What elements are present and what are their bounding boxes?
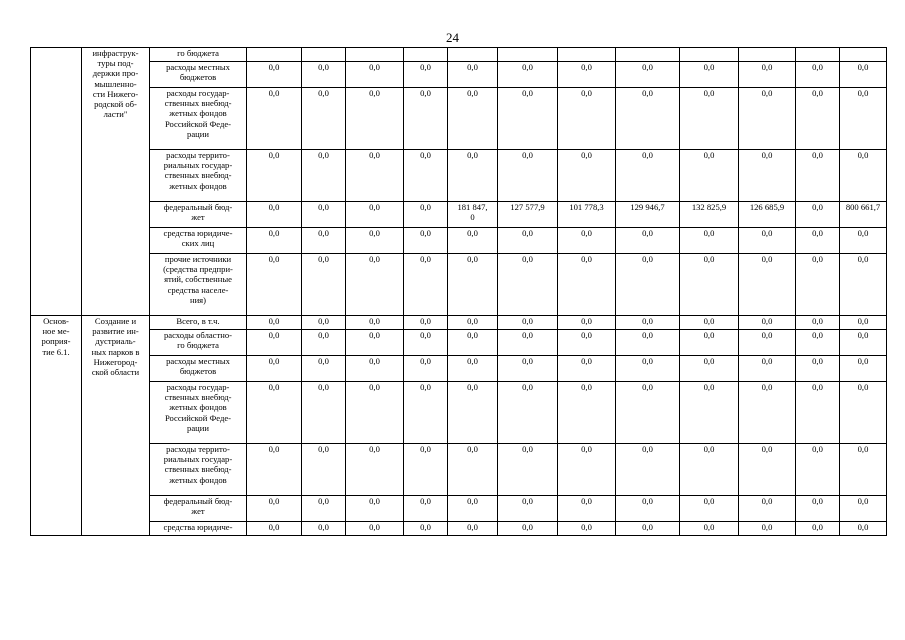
value-cell: 0,0 — [840, 330, 887, 356]
value-cell: 0,0 — [680, 444, 739, 496]
value-cell: 0,0 — [302, 330, 346, 356]
value-cell — [247, 48, 302, 62]
value-cell: 0,0 — [302, 382, 346, 444]
value-cell: 0,0 — [558, 150, 616, 202]
value-cell: 0,0 — [302, 444, 346, 496]
value-cell: 0,0 — [680, 62, 739, 88]
value-cell: 0,0 — [739, 522, 796, 536]
funding-source-cell: расходы местных бюджетов — [150, 356, 247, 382]
value-cell: 0,0 — [448, 356, 498, 382]
value-cell: 0,0 — [346, 522, 404, 536]
value-cell: 0,0 — [448, 316, 498, 330]
value-cell: 0,0 — [448, 150, 498, 202]
value-cell: 0,0 — [247, 444, 302, 496]
value-cell: 126 685,9 — [739, 202, 796, 228]
value-cell: 0,0 — [346, 62, 404, 88]
table-row — [31, 382, 887, 444]
table-row — [31, 62, 887, 88]
value-cell: 181 847, 0 — [448, 202, 498, 228]
value-cell: 0,0 — [448, 444, 498, 496]
value-cell: 0,0 — [346, 88, 404, 150]
value-cell: 0,0 — [346, 254, 404, 316]
value-cell: 0,0 — [558, 496, 616, 522]
value-cell: 0,0 — [302, 254, 346, 316]
value-cell: 0,0 — [346, 316, 404, 330]
value-cell: 0,0 — [796, 496, 840, 522]
value-cell: 0,0 — [616, 382, 680, 444]
value-cell: 0,0 — [616, 228, 680, 254]
value-cell: 0,0 — [404, 62, 448, 88]
value-cell: 0,0 — [796, 202, 840, 228]
value-cell: 0,0 — [498, 316, 558, 330]
value-cell: 0,0 — [796, 444, 840, 496]
value-cell: 0,0 — [498, 356, 558, 382]
value-cell: 0,0 — [247, 382, 302, 444]
value-cell: 0,0 — [404, 316, 448, 330]
value-cell — [448, 48, 498, 62]
value-cell — [498, 48, 558, 62]
value-cell: 0,0 — [739, 330, 796, 356]
table-row — [31, 48, 887, 62]
value-cell: 0,0 — [302, 522, 346, 536]
value-cell: 0,0 — [796, 356, 840, 382]
value-cell: 0,0 — [840, 444, 887, 496]
value-cell: 0,0 — [680, 382, 739, 444]
value-cell: 0,0 — [404, 228, 448, 254]
table-row — [31, 444, 887, 496]
value-cell: 132 825,9 — [680, 202, 739, 228]
value-cell: 0,0 — [739, 150, 796, 202]
value-cell: 0,0 — [404, 150, 448, 202]
activity-code-cell — [31, 48, 82, 316]
value-cell — [840, 48, 887, 62]
value-cell: 0,0 — [616, 62, 680, 88]
value-cell: 0,0 — [616, 88, 680, 150]
value-cell: 0,0 — [840, 62, 887, 88]
value-cell: 0,0 — [302, 62, 346, 88]
value-cell: 0,0 — [796, 62, 840, 88]
value-cell: 0,0 — [346, 444, 404, 496]
funding-source-cell: расходы государ- ственных внебюд- жетных фондов Российской Феде- рации — [150, 382, 247, 444]
value-cell: 0,0 — [448, 522, 498, 536]
value-cell: 0,0 — [247, 316, 302, 330]
funding-source-cell: средства юридиче- — [150, 522, 247, 536]
budget-table — [30, 47, 887, 536]
value-cell: 0,0 — [247, 202, 302, 228]
activity-name-cell: инфраструк- туры под- держки про- мышленно- сти Нижего- родской об- ласти" — [82, 48, 150, 316]
value-cell: 0,0 — [796, 88, 840, 150]
value-cell: 0,0 — [498, 150, 558, 202]
value-cell: 0,0 — [616, 444, 680, 496]
value-cell: 0,0 — [346, 382, 404, 444]
value-cell: 0,0 — [840, 496, 887, 522]
value-cell: 0,0 — [247, 522, 302, 536]
value-cell: 0,0 — [680, 88, 739, 150]
activity-name-cell: Создание и развитие ин- дустриаль- ных парков в Нижегород- ской области — [82, 316, 150, 536]
value-cell: 0,0 — [448, 496, 498, 522]
value-cell: 0,0 — [498, 88, 558, 150]
value-cell: 0,0 — [558, 330, 616, 356]
value-cell: 0,0 — [739, 62, 796, 88]
value-cell: 0,0 — [739, 444, 796, 496]
funding-source-cell: прочие источники (средства предпри- ятий, собственные средства населе- ния) — [150, 254, 247, 316]
value-cell: 0,0 — [616, 254, 680, 316]
value-cell: 0,0 — [680, 496, 739, 522]
value-cell: 0,0 — [796, 150, 840, 202]
value-cell: 0,0 — [680, 356, 739, 382]
value-cell: 0,0 — [498, 254, 558, 316]
value-cell: 0,0 — [404, 382, 448, 444]
table-row — [31, 496, 887, 522]
value-cell: 0,0 — [498, 62, 558, 88]
value-cell: 0,0 — [616, 496, 680, 522]
value-cell: 0,0 — [346, 496, 404, 522]
funding-source-cell: Всего, в т.ч. — [150, 316, 247, 330]
value-cell: 0,0 — [302, 316, 346, 330]
value-cell: 0,0 — [558, 62, 616, 88]
value-cell: 800 661,7 — [840, 202, 887, 228]
table-row — [31, 254, 887, 316]
value-cell: 0,0 — [247, 254, 302, 316]
value-cell: 0,0 — [616, 356, 680, 382]
table-row — [31, 202, 887, 228]
funding-source-cell: расходы государ- ственных внебюд- жетных фондов Российской Феде- рации — [150, 88, 247, 150]
value-cell: 0,0 — [404, 356, 448, 382]
value-cell — [796, 48, 840, 62]
value-cell: 0,0 — [558, 254, 616, 316]
value-cell: 0,0 — [498, 228, 558, 254]
value-cell: 0,0 — [558, 444, 616, 496]
value-cell: 0,0 — [448, 62, 498, 88]
value-cell: 0,0 — [346, 228, 404, 254]
value-cell: 0,0 — [739, 254, 796, 316]
value-cell — [346, 48, 404, 62]
value-cell — [739, 48, 796, 62]
value-cell: 0,0 — [448, 382, 498, 444]
value-cell: 0,0 — [558, 382, 616, 444]
value-cell: 0,0 — [498, 330, 558, 356]
value-cell: 0,0 — [840, 382, 887, 444]
value-cell: 0,0 — [404, 202, 448, 228]
value-cell: 0,0 — [840, 316, 887, 330]
value-cell: 0,0 — [302, 202, 346, 228]
value-cell: 0,0 — [796, 316, 840, 330]
value-cell: 0,0 — [448, 254, 498, 316]
value-cell: 0,0 — [840, 254, 887, 316]
value-cell: 0,0 — [616, 522, 680, 536]
value-cell — [558, 48, 616, 62]
value-cell: 0,0 — [680, 254, 739, 316]
value-cell — [680, 48, 739, 62]
table-row — [31, 88, 887, 150]
funding-source-cell: федеральный бюд- жет — [150, 496, 247, 522]
activity-code-cell: Основ- ное ме- роприя- тие 6.1. — [31, 316, 82, 536]
value-cell: 0,0 — [302, 150, 346, 202]
value-cell: 0,0 — [840, 150, 887, 202]
value-cell: 0,0 — [840, 228, 887, 254]
funding-source-cell: расходы террито- риальных государ- ственных внебюд- жетных фондов — [150, 444, 247, 496]
value-cell: 0,0 — [247, 88, 302, 150]
value-cell: 0,0 — [247, 150, 302, 202]
value-cell: 0,0 — [558, 88, 616, 150]
value-cell: 0,0 — [346, 150, 404, 202]
value-cell: 0,0 — [247, 496, 302, 522]
value-cell: 0,0 — [796, 330, 840, 356]
value-cell: 0,0 — [404, 496, 448, 522]
value-cell: 0,0 — [558, 228, 616, 254]
funding-source-cell: расходы областно- го бюджета — [150, 330, 247, 356]
value-cell: 0,0 — [840, 522, 887, 536]
value-cell: 0,0 — [404, 88, 448, 150]
funding-source-cell: го бюджета — [150, 48, 247, 62]
value-cell: 0,0 — [404, 254, 448, 316]
value-cell: 0,0 — [346, 356, 404, 382]
value-cell: 0,0 — [739, 316, 796, 330]
value-cell: 0,0 — [404, 522, 448, 536]
value-cell: 0,0 — [680, 522, 739, 536]
table-row — [31, 330, 887, 356]
value-cell: 0,0 — [616, 330, 680, 356]
value-cell: 0,0 — [680, 330, 739, 356]
value-cell: 127 577,9 — [498, 202, 558, 228]
value-cell: 0,0 — [247, 62, 302, 88]
value-cell: 0,0 — [247, 356, 302, 382]
value-cell: 0,0 — [739, 356, 796, 382]
value-cell: 0,0 — [448, 330, 498, 356]
value-cell: 0,0 — [796, 228, 840, 254]
value-cell: 0,0 — [498, 522, 558, 536]
value-cell: 0,0 — [680, 316, 739, 330]
value-cell — [616, 48, 680, 62]
value-cell: 129 946,7 — [616, 202, 680, 228]
value-cell — [302, 48, 346, 62]
value-cell: 0,0 — [840, 88, 887, 150]
value-cell: 0,0 — [558, 522, 616, 536]
value-cell: 0,0 — [302, 228, 346, 254]
value-cell: 0,0 — [796, 382, 840, 444]
value-cell: 0,0 — [498, 382, 558, 444]
value-cell: 0,0 — [796, 254, 840, 316]
funding-source-cell: средства юридиче- ских лиц — [150, 228, 247, 254]
value-cell: 0,0 — [448, 228, 498, 254]
value-cell: 0,0 — [302, 356, 346, 382]
value-cell: 0,0 — [680, 150, 739, 202]
value-cell: 0,0 — [616, 150, 680, 202]
funding-source-cell: расходы террито- риальных государ- ственных внебюд- жетных фондов — [150, 150, 247, 202]
value-cell: 0,0 — [796, 522, 840, 536]
value-cell: 0,0 — [739, 382, 796, 444]
value-cell: 0,0 — [558, 316, 616, 330]
value-cell: 0,0 — [840, 356, 887, 382]
value-cell: 0,0 — [247, 228, 302, 254]
value-cell: 0,0 — [498, 496, 558, 522]
value-cell: 0,0 — [448, 88, 498, 150]
value-cell: 0,0 — [498, 444, 558, 496]
value-cell: 0,0 — [739, 228, 796, 254]
value-cell: 0,0 — [346, 202, 404, 228]
funding-source-cell: федеральный бюд- жет — [150, 202, 247, 228]
table-row — [31, 316, 887, 330]
value-cell: 0,0 — [247, 330, 302, 356]
value-cell — [404, 48, 448, 62]
value-cell: 101 778,3 — [558, 202, 616, 228]
value-cell: 0,0 — [346, 330, 404, 356]
page-number: 24 — [446, 30, 459, 45]
funding-source-cell: расходы местных бюджетов — [150, 62, 247, 88]
value-cell: 0,0 — [680, 228, 739, 254]
value-cell: 0,0 — [404, 444, 448, 496]
value-cell: 0,0 — [302, 88, 346, 150]
value-cell: 0,0 — [558, 356, 616, 382]
value-cell: 0,0 — [404, 330, 448, 356]
table-row — [31, 356, 887, 382]
value-cell: 0,0 — [302, 496, 346, 522]
table-row — [31, 522, 887, 536]
value-cell: 0,0 — [739, 88, 796, 150]
table-row — [31, 150, 887, 202]
value-cell: 0,0 — [739, 496, 796, 522]
value-cell: 0,0 — [616, 316, 680, 330]
table-row — [31, 228, 887, 254]
